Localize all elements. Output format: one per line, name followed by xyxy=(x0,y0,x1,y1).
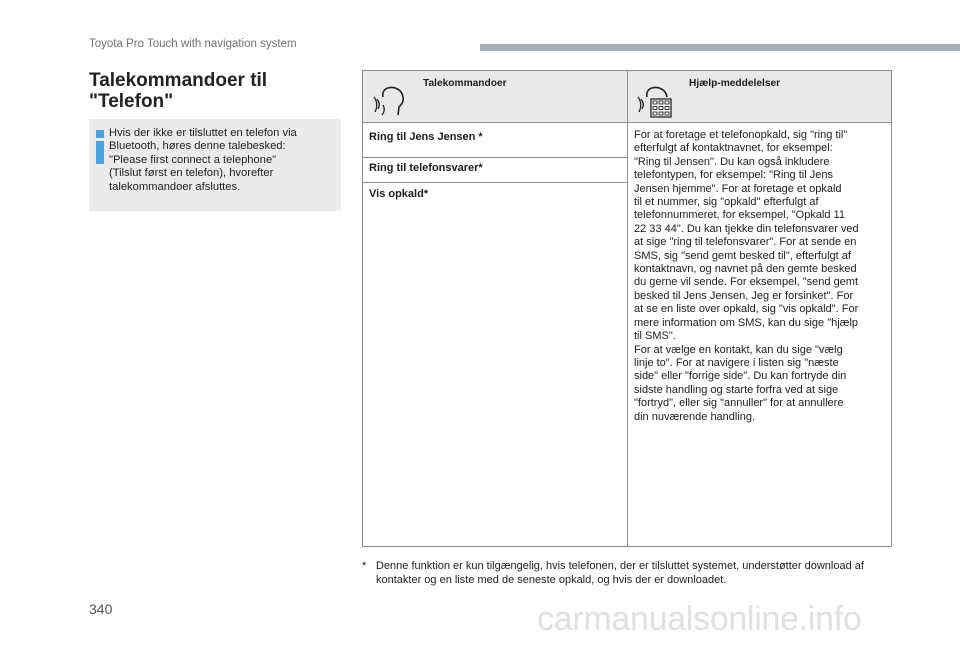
footnote-text: Denne funktion er kun tilgængelig, hvis telefonen, der er tilsluttet systemet, understøtter download af kontakter og en liste med de seneste opkald, og hvis der er downloadet. xyxy=(376,560,864,586)
help-message-text: For at foretage et telefonopkald, sig "ring til" efterfulgt af kontaktnavnet, for eksempel: "Ring til Jensen". Du kan også inkludere telefontypen, for eksempel: "Ring til Jens Jensen hjemme". For at foretage et opkald til et nummer, sig "opkald" efterfulgt af telefonnummeret, for eksempel, "Opkald 11 22 33 44". Du kan tjekke din telefonsvarer ved at sige "ring til telefonsvarer". For at sende en SMS, sig "send gemt besked til", efterfulgt af kontaktnavn, og navnet på den gemte besked du gerne vil sende. For eksempel, "send gemt besked til Jens Jensen, Jeg er forsinket". For at se en liste over opkald, sig "vis opkald". For mere information om SMS, kan du sige "hjælp til SMS". For at vælge en kontakt, kan du sige "vælg linje to". For at navigere i listen sig "næste side" eller "forrige side". Du kan fortryde din sidste handling og starte forfra ved at sige "fortryd", eller sig "annuller" for at annullere din nuværende handling. xyxy=(634,129,859,423)
command-call-contact: Ring til Jens Jensen * xyxy=(369,131,483,143)
voice-help-icon xyxy=(637,85,673,119)
footnote-marker: * xyxy=(362,560,367,572)
command-show-calls: Vis opkald* xyxy=(369,188,429,200)
column-divider xyxy=(627,71,628,546)
info-box xyxy=(89,119,341,211)
page-number: 340 xyxy=(89,601,113,617)
site-watermark: carmanualsonline.info xyxy=(537,600,862,638)
header-rule xyxy=(480,44,960,51)
command-call-voicemail: Ring til telefonsvarer* xyxy=(369,162,483,174)
column-header-commands: Talekommandoer xyxy=(423,78,507,89)
info-icon xyxy=(95,130,105,164)
row-divider xyxy=(363,157,627,158)
row-divider xyxy=(363,182,627,183)
column-header-help: Hjælp-meddelelser xyxy=(689,78,781,89)
section-title: Talekommandoer til "Telefon" xyxy=(89,70,268,112)
info-text: Hvis der ikke er tilsluttet en telefon via Bluetooth, høres denne talebesked: "Please first connect a telephone" (Tilslut først en telefon), hvorefter talekommandoer afsluttes. xyxy=(109,127,297,193)
running-title: Toyota Pro Touch with navigation system xyxy=(89,38,297,50)
voice-command-table xyxy=(362,70,892,547)
voice-command-icon xyxy=(373,85,409,117)
